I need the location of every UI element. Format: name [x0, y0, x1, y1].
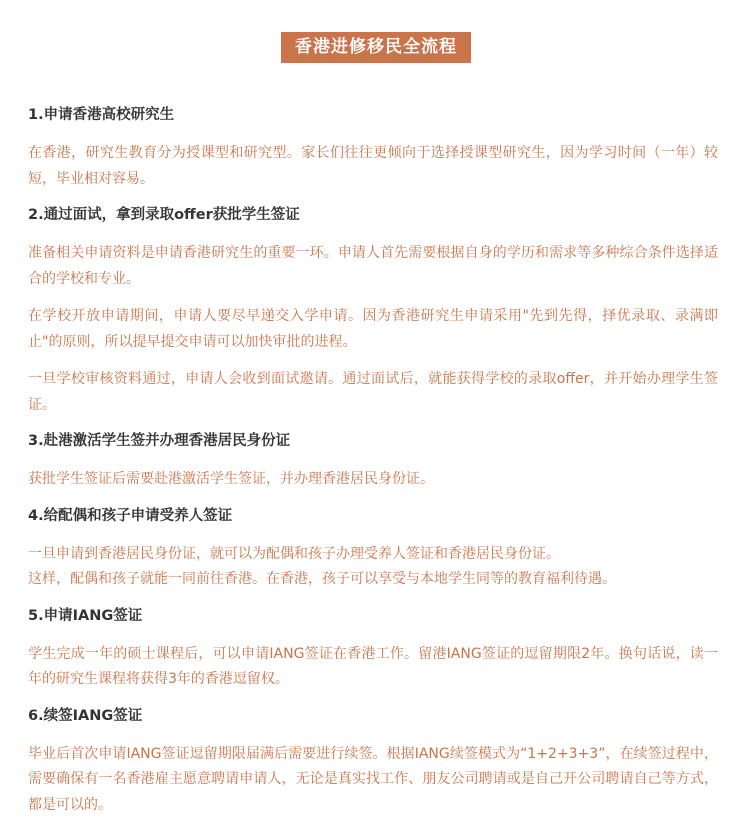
- section-heading-1: 1.申请香港高校研究生: [28, 107, 175, 123]
- section-1-paragraph-1: 在香港，研究生教育分为授课型和研究型。家长们往往更倾向于选择授课型研究生，因为学习时间（一年）较短，毕业相对容易。: [28, 145, 718, 187]
- title-banner: [0, 32, 752, 63]
- page-title: 香港进修移民全流程: [281, 32, 471, 63]
- section-2-paragraph-1: 准备相关申请资料是申请香港研究生的重要一环。申请人首先需要根据自身的学历和需求等多种综合条件选择适合的学校和专业。: [28, 245, 718, 287]
- section-heading-3: 3.赴港激活学生签并办理香港居民身份证: [28, 433, 291, 449]
- section-heading-6: 6.续签IANG签证: [28, 707, 143, 724]
- section-heading-2: 2.通过面试，拿到录取offer获批学生签证: [28, 207, 300, 223]
- section-heading-4: 4.给配偶和孩子申请受养人签证: [28, 507, 233, 524]
- section-2-paragraph-3: 一旦学校审核资料通过，申请人会收到面试邀请。通过面试后，就能获得学校的录取offer，并开始办理学生签证。: [28, 371, 718, 413]
- section-2-paragraph-2: 在学校开放申请期间，申请人要尽早递交入学申请。因为香港研究生申请采用"先到先得，择优录取、录满即止"的原则，所以提早提交申请可以加快审批的进程。: [28, 308, 718, 350]
- article-body: [28, 98, 718, 830]
- section-3-paragraph-1: 获批学生签证后需要赴港激活学生签证，并办理香港居民身份证。: [28, 471, 434, 487]
- section-4-paragraph-1: 一旦申请到香港居民身份证，就可以为配偶和孩子办理受养人签证和香港居民身份证。: [28, 545, 560, 562]
- section-6-paragraph-1: 毕业后首次申请IANG签证逗留期限届满后需要进行续签。根据IANG续签模式为“1+2+3+3”，在续签过程中，需要确保有一名香港雇主愿意聘请申请人，无论是真实找工作、朋友公司聘请或是自己开公司聘请自己等方式，都是可以的。: [28, 745, 718, 813]
- section-5-paragraph-1: 学生完成一年的硕士课程后，可以申请IANG签证在香港工作。留港IANG签证的逗留期限2年。换句话说，读一年的研究生课程将获得3年的香港逗留权。: [28, 645, 718, 687]
- section-4-paragraph-2: 这样，配偶和孩子就能一同前往香港。在香港，孩子可以享受与本地学生同等的教育福利待遇。: [28, 571, 616, 587]
- section-heading-5: 5.申请IANG签证: [28, 607, 143, 624]
